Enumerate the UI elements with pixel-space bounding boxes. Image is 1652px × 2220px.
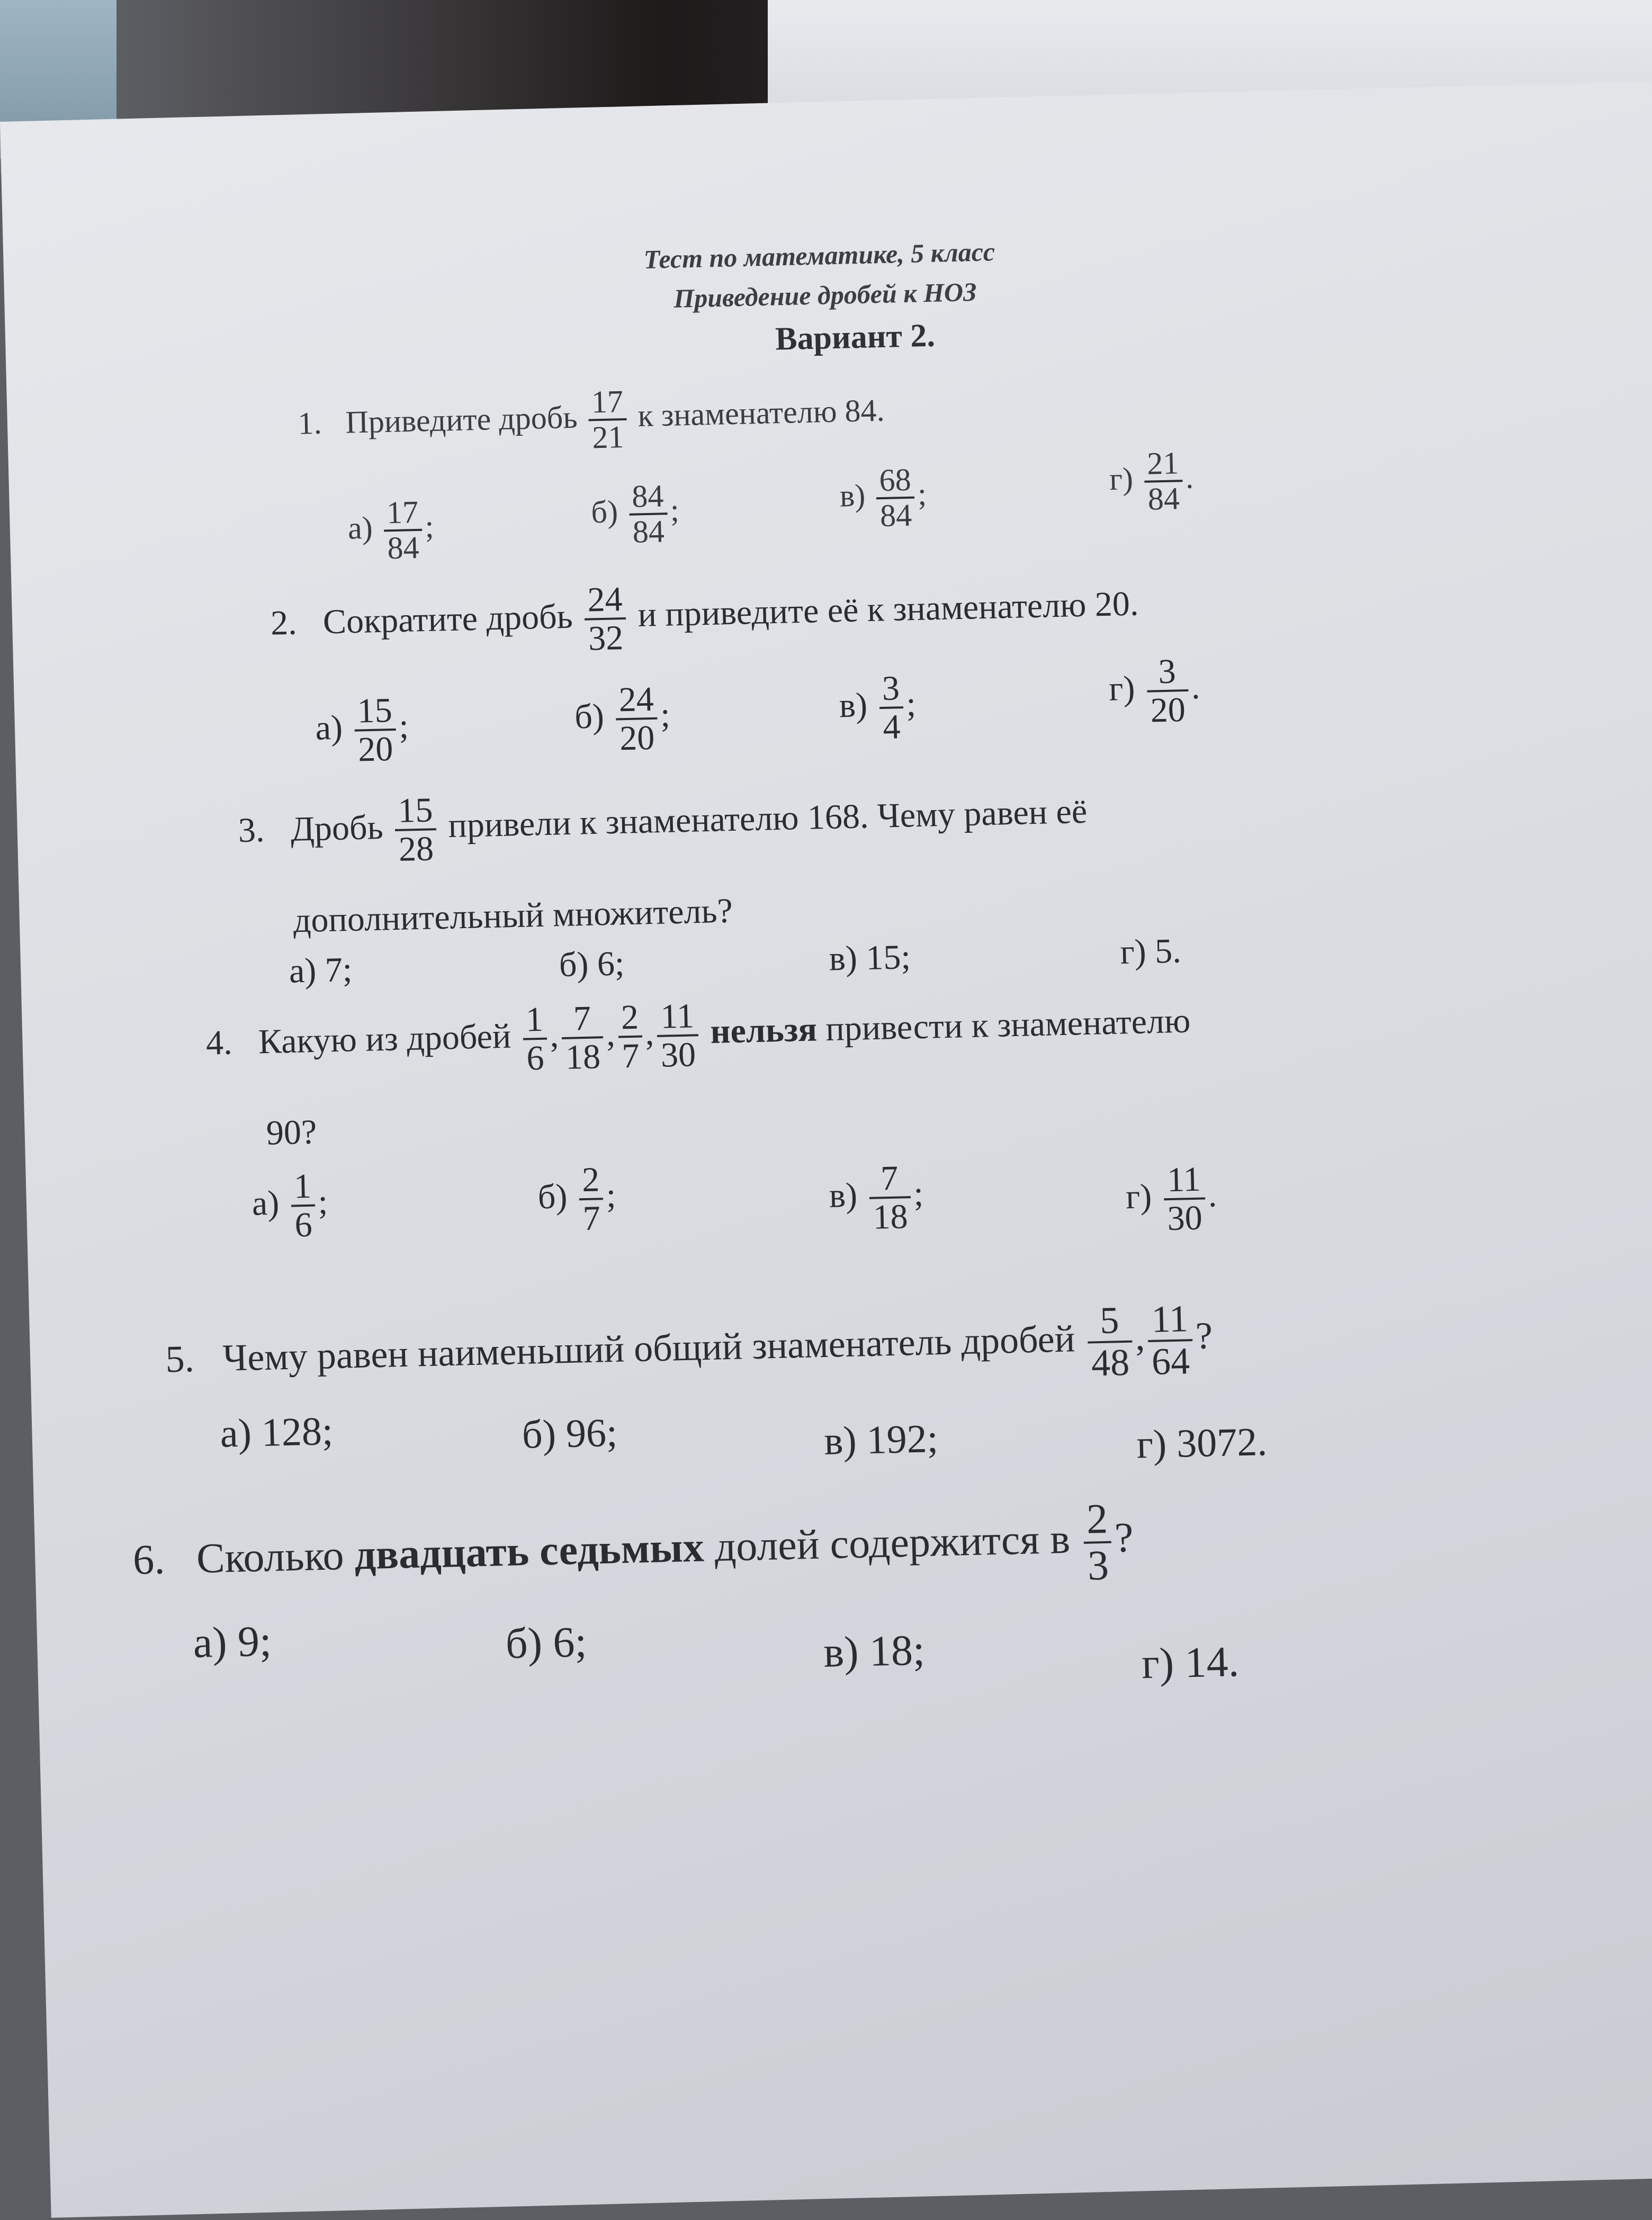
answer-c: в) 18; xyxy=(823,1625,926,1677)
fraction: $\frac{24}{32}$ xyxy=(584,581,627,657)
question-number: 1. xyxy=(297,405,322,441)
question-text: Дробь xyxy=(290,807,384,849)
question-6: 6. Сколько двадцать седьмых долей содержится в $\frac{2}{3}$ ? xyxy=(132,1495,1134,1589)
question-2 xyxy=(270,569,1139,664)
question-text: Какую из дробей xyxy=(258,1017,511,1062)
answer-b: б) $\frac{24}{20}$ ; xyxy=(574,679,671,758)
question-text: Приведите дробь xyxy=(345,399,578,440)
answer-d: г) $\frac{21}{84}$ . xyxy=(1109,445,1194,517)
answer-a: а) 7; xyxy=(289,950,353,991)
answer-d: г) 3072. xyxy=(1136,1419,1268,1467)
answer-b: б) 96; xyxy=(522,1410,618,1457)
emphasis-text: нельзя xyxy=(710,1010,818,1051)
question-4: 4. Какую из дробей $\frac{1}{6}$ , $\frac{7}{18}$ , $\frac{2}{7}$ , $\frac{11}{30}$ нельзя привести к знаменателю xyxy=(205,996,1191,1078)
question-number: 4. xyxy=(205,1023,233,1063)
fraction: $\frac{2}{3}$ xyxy=(1083,1497,1112,1588)
question-number: 2. xyxy=(270,603,298,643)
answer-a: а) 9; xyxy=(192,1616,272,1667)
answer-b: б) 6; xyxy=(505,1617,588,1668)
answer-c: в) $\frac{7}{18}$ ; xyxy=(829,1158,924,1237)
answer-a: а) $\frac{15}{20}$ ; xyxy=(315,691,409,769)
question-text: привели к знаменателю 168. Чему равен её xyxy=(447,792,1088,846)
question-4-continuation: 90? xyxy=(266,1112,318,1153)
question-3-continuation: дополнительный множитель? xyxy=(293,891,733,940)
question-text: к знаменателю 84. xyxy=(637,392,885,434)
answer-c: в) $\frac{3}{4}$ ; xyxy=(839,669,917,747)
answer-a: а) $\frac{1}{6}$ ; xyxy=(252,1166,328,1245)
answer-d: г) $\frac{11}{30}$ . xyxy=(1125,1160,1217,1238)
answer-a: а) $\frac{17}{84}$ ; xyxy=(347,494,435,566)
fraction: $\frac{2}{7}$ xyxy=(617,999,643,1075)
answer-b: б) 6; xyxy=(559,944,625,985)
fraction: $\frac{11}{30}$ xyxy=(657,997,699,1074)
question-text: Чему равен наименьший общий знаменатель дробей xyxy=(222,1317,1075,1379)
question-text: привести к знаменателю xyxy=(825,1001,1191,1049)
answer-a: а) 128; xyxy=(219,1408,334,1456)
answer-b: б) $\frac{2}{7}$ ; xyxy=(537,1160,616,1238)
question-number: 6. xyxy=(132,1536,166,1584)
answer-c: в) 192; xyxy=(823,1416,939,1463)
test-topic: Приведение дробей к НОЗ xyxy=(673,276,977,313)
answer-b: б) $\frac{84}{84}$ ; xyxy=(590,478,680,550)
fraction: $\frac{1}{6}$ xyxy=(522,1001,547,1077)
question-3 xyxy=(237,777,1088,871)
question-number: 5. xyxy=(165,1337,195,1381)
question-5: 5. Чему равен наименьший общий знаменатель дробей $\frac{5}{48}$ , $\frac{11}{64}$ ? xyxy=(165,1297,1213,1385)
question-text: Сколько xyxy=(196,1532,345,1583)
question-text: Сократите дробь xyxy=(322,597,573,642)
question-text: и приведите её к знаменателю 20. xyxy=(637,584,1139,634)
fraction: $\frac{15}{28}$ xyxy=(394,792,437,868)
question-1 xyxy=(297,379,885,461)
fraction: $\frac{7}{18}$ xyxy=(561,1000,604,1076)
emphasis-text: двадцать седьмых xyxy=(354,1524,705,1579)
answer-d: г) 14. xyxy=(1141,1637,1240,1688)
variant-title: Вариант 2. xyxy=(775,317,936,357)
answer-c: в) $\frac{68}{84}$ ; xyxy=(839,462,927,534)
answer-d: г) 5. xyxy=(1119,931,1182,972)
answer-c: в) 15; xyxy=(828,937,911,978)
question-number: 3. xyxy=(238,811,265,850)
fraction: $\frac{5}{48}$ xyxy=(1087,1300,1133,1383)
fraction: $\frac{17}{21}$ xyxy=(588,385,627,455)
fraction: $\frac{11}{64}$ xyxy=(1147,1299,1193,1382)
question-text: долей содержится в xyxy=(714,1515,1071,1570)
test-title: Тест по математике, 5 класс xyxy=(643,237,995,275)
answer-d: г) $\frac{3}{20}$ . xyxy=(1108,652,1201,730)
